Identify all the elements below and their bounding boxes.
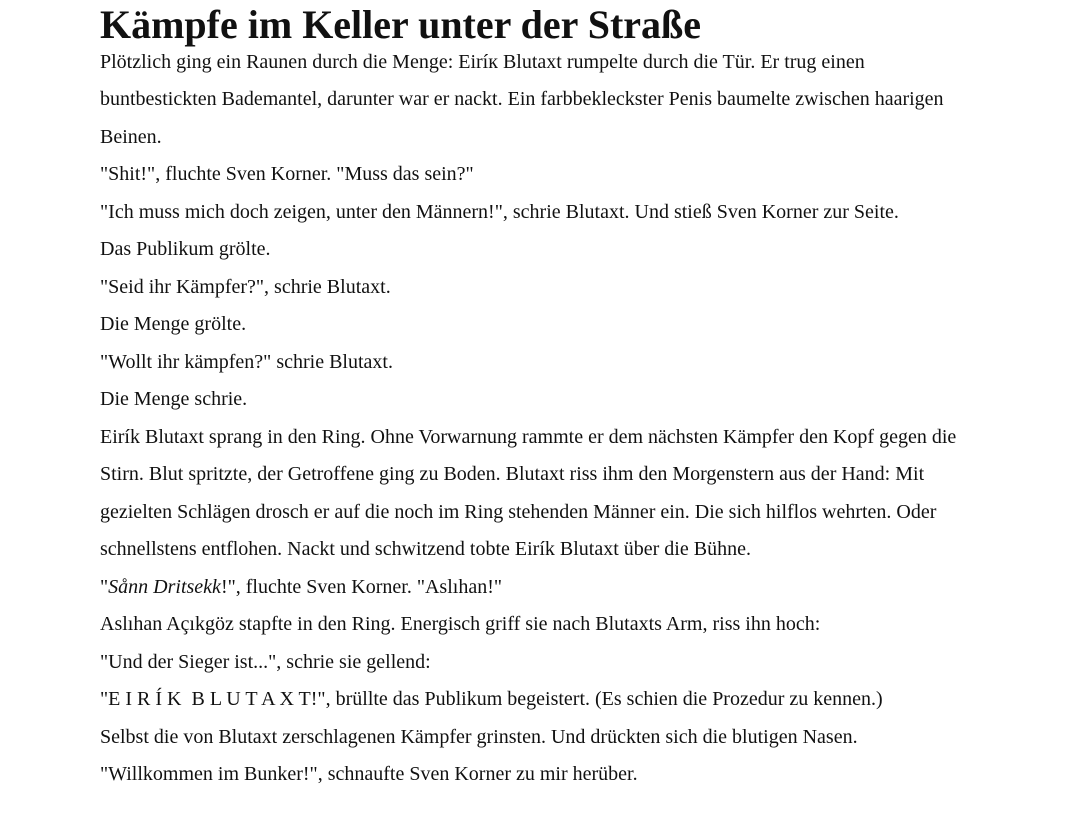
paragraph: Selbst die von Blutaxt zerschlagenen Kämpfer grinsten. Und drückten sich die blutigen Nasen. <box>100 725 858 748</box>
quote-rest: !", fluchte Sven Korner. "Aslıhan!" <box>220 575 503 598</box>
paragraph: Aslıhan Açıkgöz stapfte in den Ring. Energisch griff sie nach Blutaxts Arm, riss ihn hoch: <box>100 613 821 635</box>
paragraph: "Shit!", fluchte Sven Korner. "Muss das sein?" <box>100 163 474 185</box>
paragraph <box>100 569 1060 607</box>
paragraph: Das Publikum grölte. <box>100 238 271 260</box>
paragraph: "Willkommen im Bunker!", schnaufte Sven Korner zu mir herüber. <box>100 763 638 785</box>
paragraph: Die Menge schrie. <box>100 388 248 410</box>
paragraph: "Und der Sieger ist...", schrie sie gellend: <box>100 650 431 673</box>
italic-phrase: Sånn Dritsekk <box>108 575 221 598</box>
quote-open: " <box>100 575 109 598</box>
paragraph: Plötzlich ging ein Raunen durch die Menge: Eiríк Blutaxt rumpelte durch die Tür. Er trug einen buntbestickten Bademantel, darunter war er nackt. Ein farbbekleckster Penis baumelte zwischen haarigen Beinen. <box>100 50 944 148</box>
paragraph: "Wollt ihr kämpfen?" schrie Blutaxt. <box>100 350 393 373</box>
paragraph: Die Menge grölte. <box>100 313 247 335</box>
paragraph: "E I R Í K B L U T A X T!", brüllte das Publikum begeistert. (Es schien die Prozedur zu kennen.) <box>100 688 883 710</box>
paragraph: Eirík Blutaxt sprang in den Ring. Ohne Vorwarnung rammte er dem nächsten Kämpfer den Kopf gegen die Stirn. Blut spritzte, der Getroffene ging zu Boden. Blutaxt riss ihm den Morgenstern aus der Hand: Mit gezielten Schlägen drosch er auf die noch im Ring stehenden Männer ein. Die sich hilflos wehrten. Oder schnellstens entflohen. Nackt und schwitzend tobte Eirík Blutaxt über die Bühne. <box>100 425 957 560</box>
paragraph: "Ich muss mich doch zeigen, unter den Männern!", schrie Blutaxt. Und stieß Sven Korner zur Seite. <box>100 200 899 223</box>
document-title: Kämpfe im Keller unter der Straße <box>100 2 702 47</box>
paragraph: "Seid ihr Kämpfer?", schrie Blutaxt. <box>100 275 391 298</box>
document-body <box>100 2 1060 794</box>
